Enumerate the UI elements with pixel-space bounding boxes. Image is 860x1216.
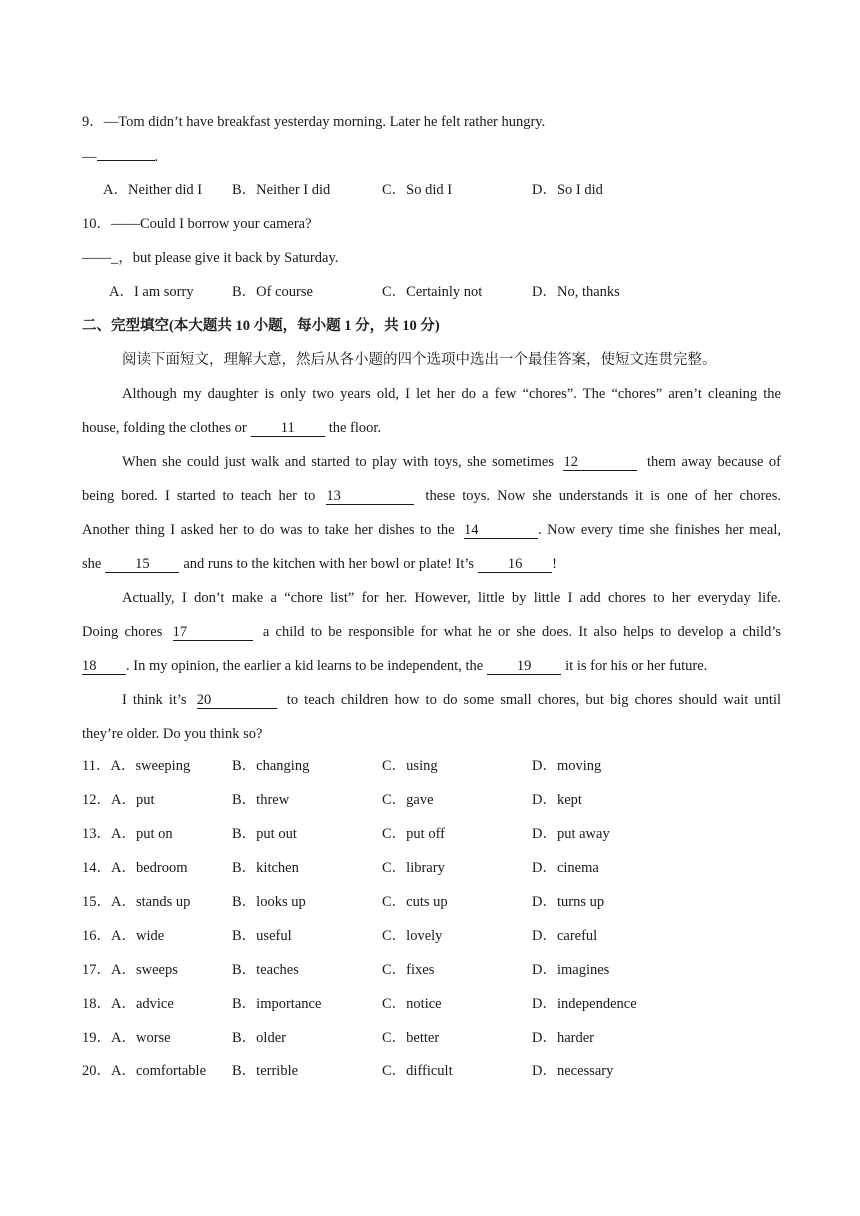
blank-13: 13 [326,488,414,505]
question-20: 20．A．comfortable [82,1063,207,1079]
passage-line: 18 . In my opinion, the earlier a kid learns to be independent, the 19 it is for his or her future. [82,658,708,674]
q19-option-d: D．harder [532,1030,595,1046]
q9-option-c: C．So did I [382,182,453,198]
q10-option-c: C．Certainly not [382,284,483,300]
passage-line: house, folding the clothes or 11 the floor. [82,420,382,436]
q20-option-b: B．terrible [232,1063,299,1079]
question-15: 15．A．stands up [82,894,191,910]
passage-line: she 15 and runs to the kitchen with her bowl or plate! It’s 16 ! [82,556,557,572]
blank-14: 14 [464,522,538,539]
question-13: 13．A．put on [82,826,173,842]
q17-option-b: B．teaches [232,962,299,978]
q14-option-c: C．library [382,860,445,876]
q18-option-d: D．independence [532,996,637,1012]
question-11: 11．A．sweeping [82,758,191,774]
blank-20: 20 [197,692,277,709]
question-16: 16．A．wide [82,928,165,944]
q19-option-c: C．better [382,1030,440,1046]
q20-option-c: C．difficult [382,1063,453,1079]
q10-option-a: A．I am sorry [109,284,194,300]
section-heading: 二、完型填空(本大题共 10 小题，每小题 1 分，共 10 分) [82,318,440,334]
q9-option-a: A．Neither did I [103,182,203,198]
passage-line: Doing chores 17 a child to be responsible for what he or she does. It also helps to develop a child’s [82,624,781,640]
passage-line: they’re older. Do you think so? [82,726,263,742]
blank-15: 15 [105,556,179,573]
q11-option-b: B．changing [232,758,310,774]
q16-option-b: B．useful [232,928,292,944]
q12-option-b: B．threw [232,792,290,808]
q13-option-d: D．put away [532,826,610,842]
answer-suffix: . [154,149,159,165]
q11-option-c: C．using [382,758,438,774]
q10-option-b: B．Of course [232,284,313,300]
answer-blank [97,146,155,161]
q15-option-d: D．turns up [532,894,605,910]
q16-option-c: C．lovely [382,928,443,944]
q12-option-c: C．gave [382,792,434,808]
question-18: 18．A．advice [82,996,174,1012]
passage-line: Although my daughter is only two years old, I let her do a few “chores”. The “chores” aren’t cleaning the [122,386,781,402]
q14-option-d: D．cinema [532,860,599,876]
blank-18: 18 [82,658,126,675]
question-9-answer-line [82,146,158,167]
question-12: 12．A．put [82,792,155,808]
q15-option-b: B．looks up [232,894,306,910]
blank-11: 11 [251,420,325,437]
q13-option-b: B．put out [232,826,297,842]
section-instruction: 阅读下面短文，理解大意，然后从各小题的四个选项中选出一个最佳答案，使短文连贯完整。 [122,352,717,368]
q10-option-d: D．No, thanks [532,284,620,300]
blank-19: 19 [487,658,561,675]
q19-option-b: B．older [232,1030,286,1046]
q15-option-c: C．cuts up [382,894,448,910]
q16-option-d: D．careful [532,928,598,944]
q9-option-b: B．Neither I did [232,182,331,198]
q12-option-d: D．kept [532,792,582,808]
question-10-answer-line: ——_，but please give it back by Saturday. [82,250,339,266]
q17-option-d: D．imagines [532,962,610,978]
q13-option-c: C．put off [382,826,445,842]
blank-12: 12 [563,454,637,471]
question-9-stem: 9．—Tom didn’t have breakfast yesterday morning. Later he felt rather hungry. [82,114,546,130]
answer-prefix: — [82,149,97,165]
passage-line: I think it’s 20 to teach children how to do some small chores, but big chores should wait until [122,692,782,708]
q18-option-c: C．notice [382,996,442,1012]
question-19: 19．A．worse [82,1030,171,1046]
passage-line: Actually, I don’t make a “chore list” for her. However, little by little I add chores to her everyday life. [122,590,781,606]
q20-option-d: D．necessary [532,1063,614,1079]
passage-line: When she could just walk and started to play with toys, she sometimes 12 them away because of [122,454,781,470]
question-17: 17．A．sweeps [82,962,178,978]
q9-option-d: D．So I did [532,182,603,198]
passage-line: being bored. I started to teach her to 13 these toys. Now she understands it is one of her chores. [82,488,781,504]
blank-17: 17 [173,624,253,641]
q14-option-b: B．kitchen [232,860,299,876]
q11-option-d: D．moving [532,758,602,774]
question-14: 14．A．bedroom [82,860,188,876]
blank-16: 16 [478,556,552,573]
q18-option-b: B．importance [232,996,322,1012]
question-10-stem: 10．——Could I borrow your camera? [82,216,312,232]
q17-option-c: C．fixes [382,962,435,978]
passage-line: Another thing I asked her to do was to take her dishes to the 14 . Now every time she finishes her meal, [82,522,782,538]
